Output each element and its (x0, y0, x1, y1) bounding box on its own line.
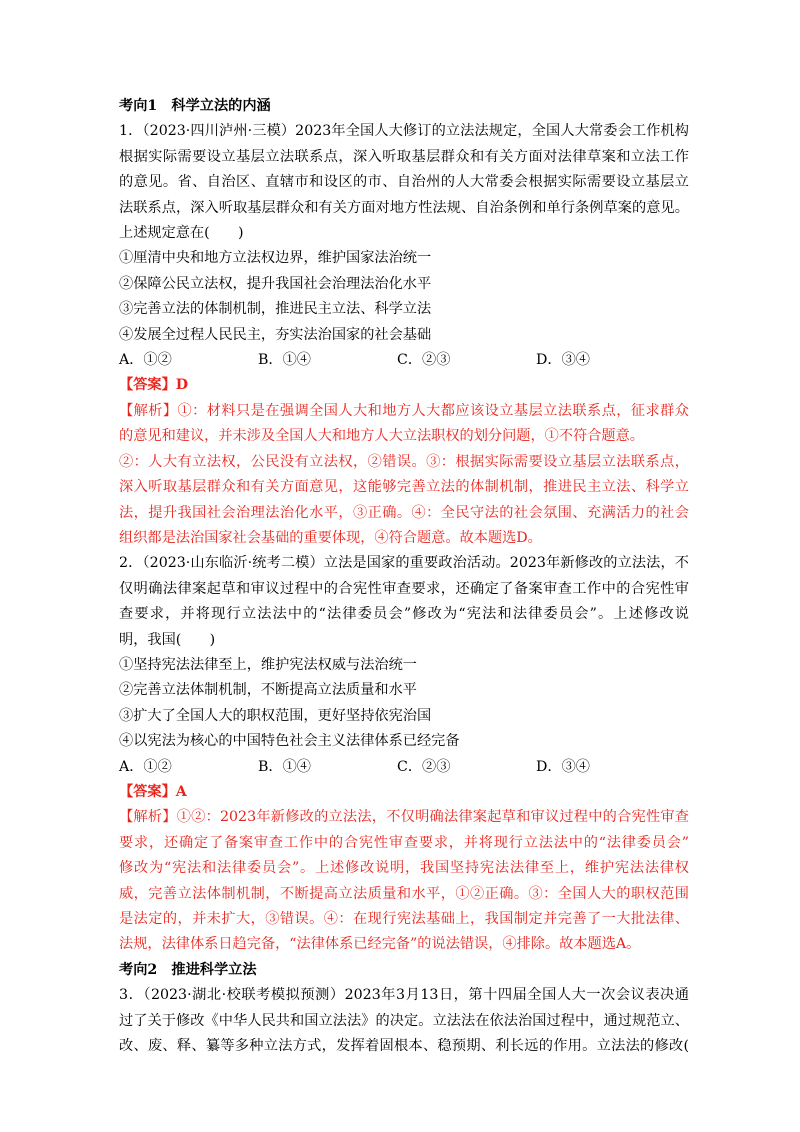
statement-item: ①坚持宪法法律至上，维护宪法权威与法治统一 (119, 656, 417, 673)
statement-item: ③完善立法的体制机制，推进民主立法、科学立法 (119, 301, 432, 318)
question-1 (119, 119, 689, 551)
option-b: B．①④ (258, 758, 311, 775)
option-a: A．①② (119, 352, 172, 369)
analysis-line: 修改为“宪法和法律委员会”。上述修改说明，我国坚持宪法法律至上，维护宪法法律权 (119, 860, 689, 877)
question-stem-line: 仅明确法律案起草和审议过程中的合宪性审查要求，还确定了备案审查工作中的合宪性审 (119, 580, 689, 597)
analysis-line: 组织都是法治国家社会基础的重要体现，④符合题意。故本题选D。 (119, 529, 542, 546)
question-stem-line: 改、废、释、纂等多种立法方式，发挥着固根本、稳预期、利长远的作用。立法法的修改( (119, 1038, 689, 1055)
analysis-line: 威，完善立法体制机制，不断提高立法质量和水平，①②正确。③：全国人大的职权范围 (119, 885, 689, 902)
question-2 (119, 551, 689, 958)
analysis-line: 法规，法律体系日趋完备，“法律体系已经完备”的说法错误，④排除。故本题选A。 (119, 936, 641, 953)
question-stem-line: 过了关于修改《中华人民共和国立法法》的决定。立法法在依法治国过程中，通过规范立、 (119, 1012, 689, 1029)
question-stem-line: 1．（2023·四川泸州·三模）2023年全国人大修订的立法法规定，全国人大常委会工作机构 (119, 123, 689, 140)
question-stem-line: 2．（2023·山东临沂·统考二模）立法是国家的重要政治活动。2023年新修改的立法法，不 (119, 555, 689, 572)
option-a: A．①② (119, 758, 172, 775)
option-d: D．③④ (536, 352, 590, 369)
statement-item: ②完善立法体制机制，不断提高立法质量和水平 (119, 682, 417, 699)
question-3 (119, 983, 689, 1059)
statement-item: ②保障公民立法权，提升我国社会治理法治化水平 (119, 275, 432, 292)
answer-options (119, 348, 689, 373)
analysis-line: 要求，还确定了备案审查工作中的合宪性审查要求，并将现行立法法中的“法律委员会” (119, 834, 689, 851)
option-b: B．①④ (258, 352, 311, 369)
analysis-line: 法，提升我国社会治理法治化水平，③正确。④：全民守法的社会氛围、充满活力的社会 (119, 504, 689, 521)
analysis-line: 深入听取基层群众和有关方面意见，这能够完善立法的体制机制，推进民主立法、科学立 (119, 479, 689, 496)
question-stem-line: 3．（2023·湖北·校联考模拟预测）2023年3月13日，第十四届全国人大一次会议表决通 (119, 987, 689, 1004)
statement-item: ③扩大了全国人大的职权范围，更好坚持依宪治国 (119, 707, 432, 724)
analysis-line: ②：人大有立法权，公民没有立法权，②错误。③：根据实际需要设立基层立法联系点， (119, 453, 689, 470)
question-stem-line: 上述规定意在( ) (119, 225, 244, 242)
answer-label: 【答案】A (119, 783, 187, 800)
section-heading-1: 考向1 科学立法的内涵 (119, 98, 271, 114)
question-stem-line: 的意见。省、自治区、直辖市和设区的市、自治州的人大常委会根据实际需要设立基层立 (119, 174, 689, 191)
section-heading-2: 考向2 推进科学立法 (119, 961, 257, 978)
option-d: D．③④ (536, 758, 590, 775)
answer-label: 【答案】D (119, 377, 189, 394)
statement-item: ④以宪法为核心的中国特色社会主义法律体系已经完备 (119, 733, 460, 750)
analysis-line: 是法定的，并未扩大，③错误。④：在现行宪法基础上，我国制定并完善了一大批法律、 (119, 911, 689, 927)
question-stem-line: 法联系点，深入听取基层群众和有关方面对地方性法规、自治条例和单行条例草案的意见。 (119, 199, 689, 216)
answer-options (119, 755, 689, 780)
statement-item: ④发展全过程人民民主，夯实法治国家的社会基础 (119, 326, 432, 343)
analysis-line: 【解析】①②：2023年新修改的立法法，不仅明确法律案起草和审议过程中的合宪性审查 (119, 809, 689, 826)
document-page (119, 94, 689, 1059)
statement-item: ①厘清中央和地方立法权边界，维护国家法治统一 (119, 250, 432, 267)
option-c: C．②③ (397, 758, 451, 775)
analysis-line: 的意见和建议，并未涉及全国人大和地方人大立法职权的划分问题，①不符合题意。 (119, 428, 644, 445)
question-stem-line: 根据实际需要设立基层立法联系点，深入听取基层群众和有关方面对法律草案和立法工作 (119, 148, 689, 165)
analysis-line: 【解析】①：材料只是在强调全国人大和地方人大都应该设立基层立法联系点，征求群众 (119, 402, 689, 419)
question-stem-line: 明，我国( ) (119, 631, 216, 648)
option-c: C．②③ (397, 352, 451, 369)
question-stem-line: 查要求，并将现行立法法中的“法律委员会”修改为“宪法和法律委员会”。上述修改说 (119, 606, 689, 623)
